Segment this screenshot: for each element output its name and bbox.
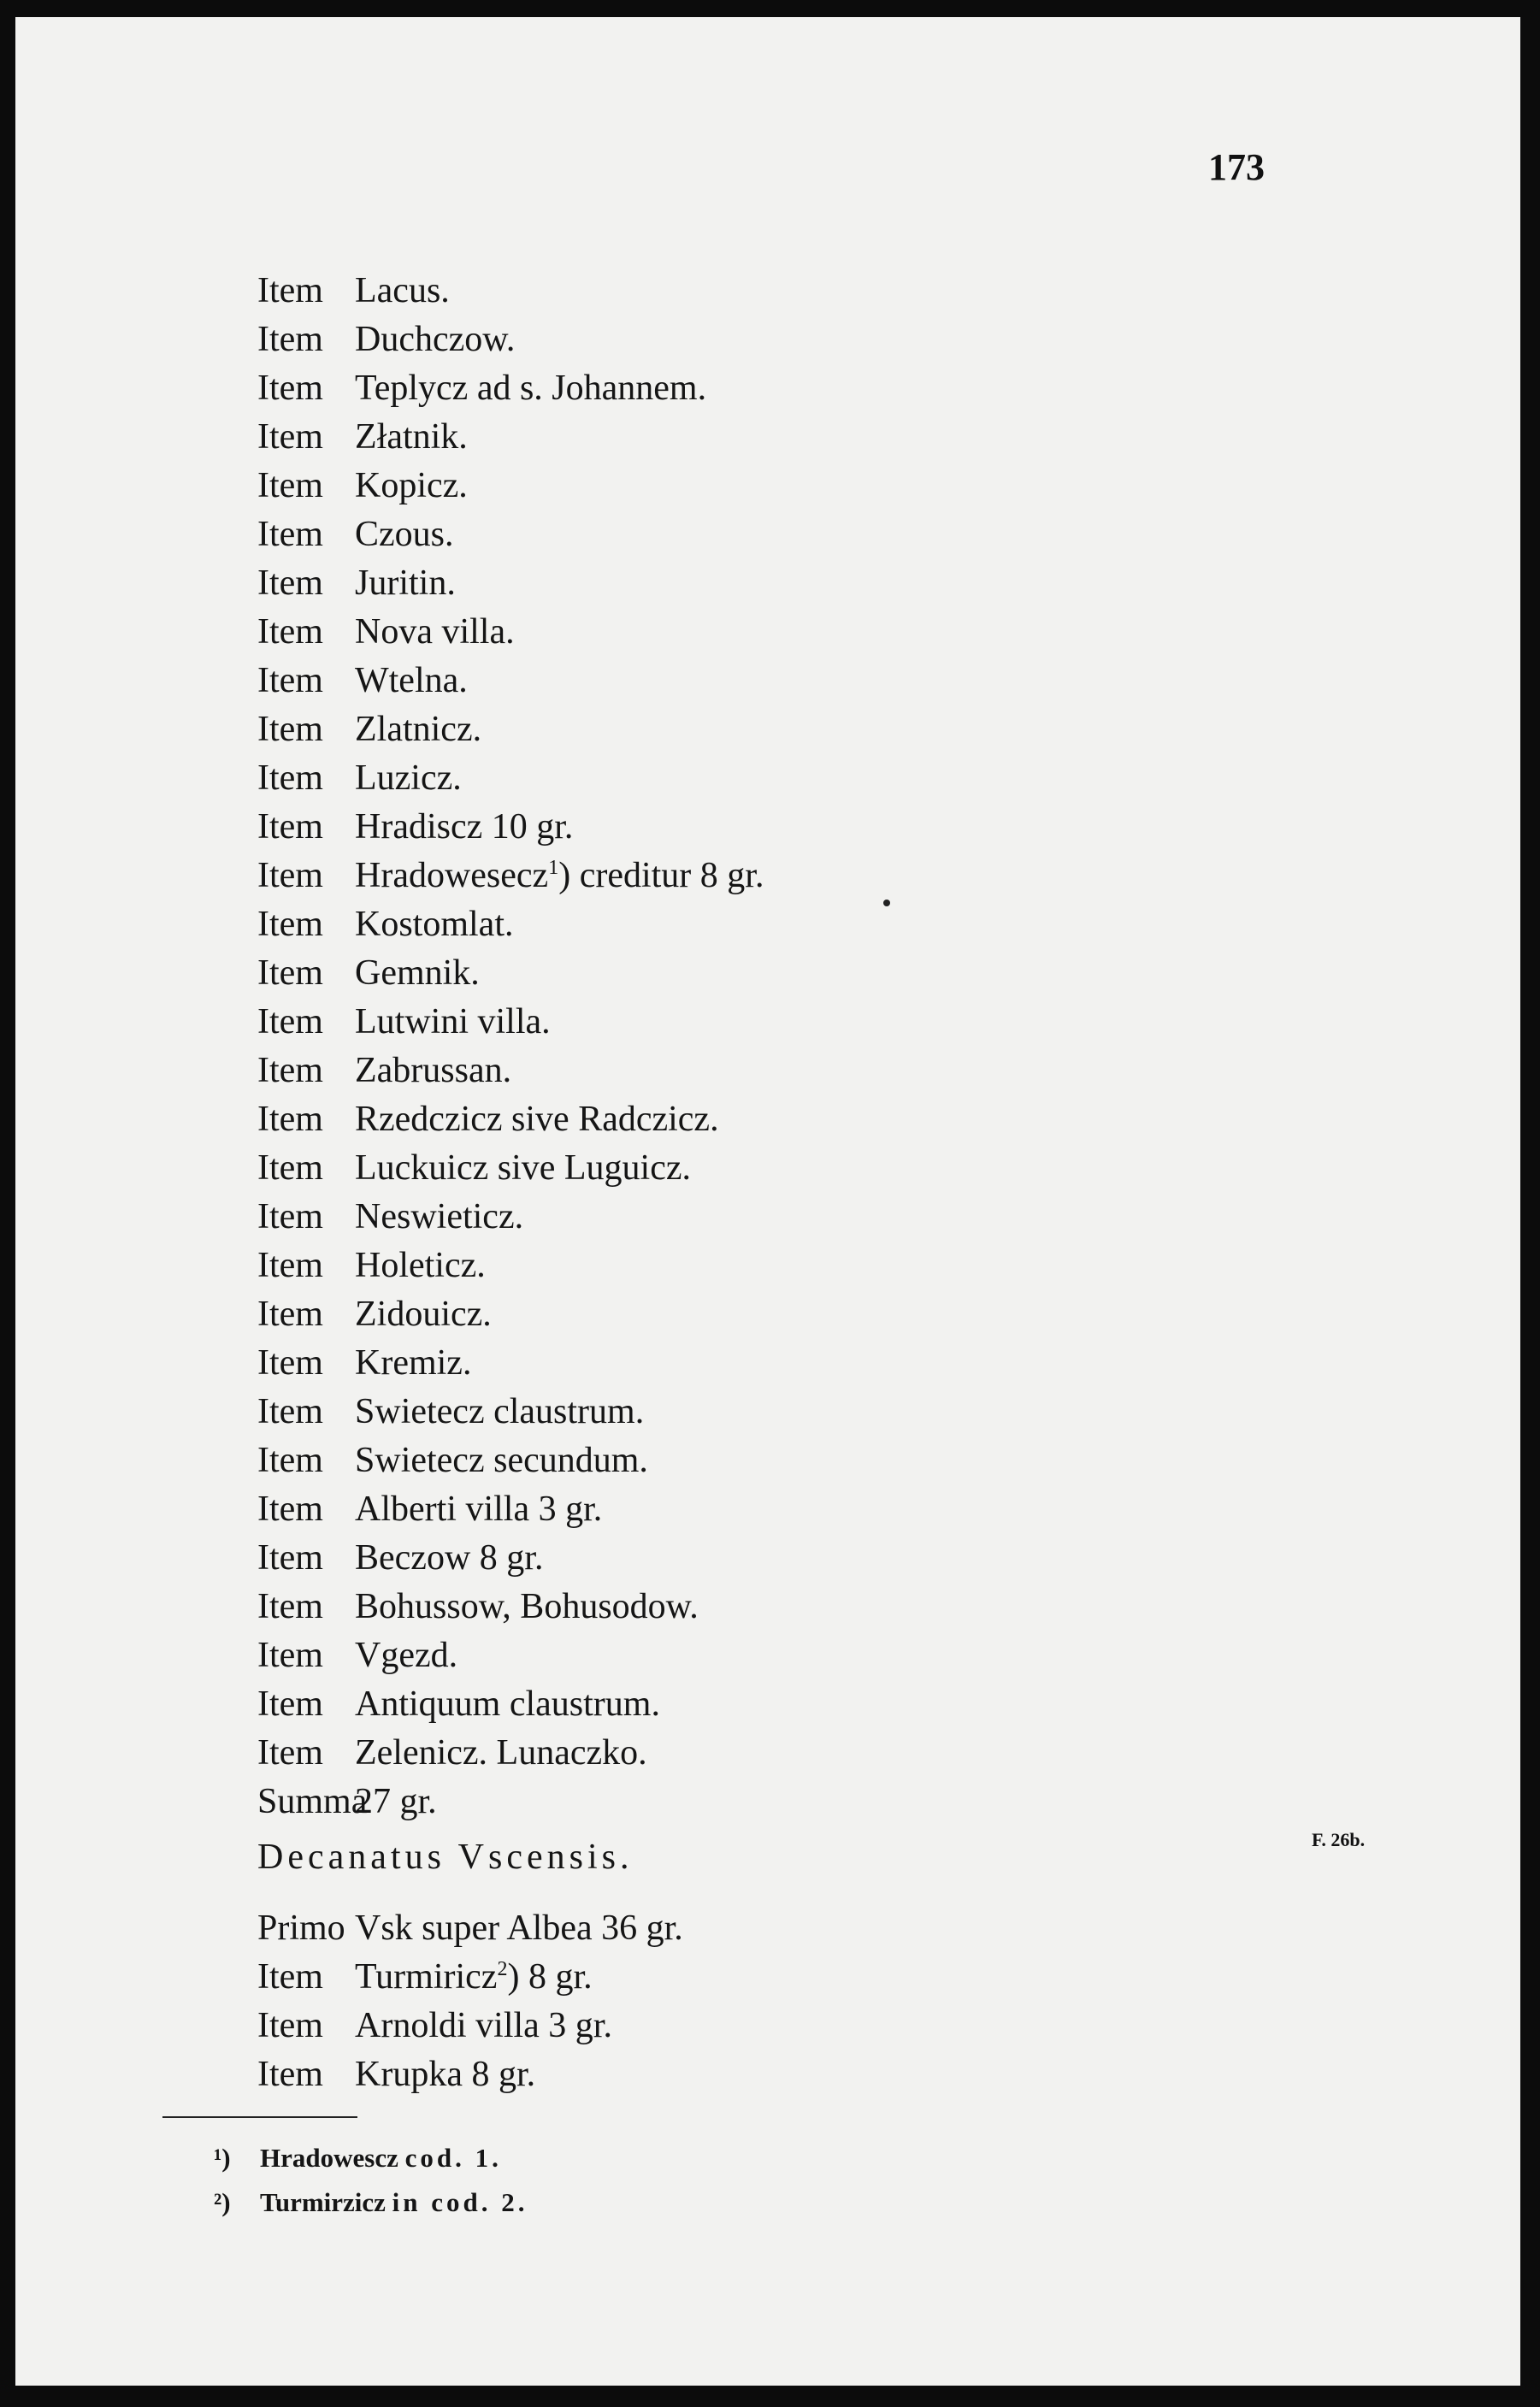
entry-keyword: Item [257, 1002, 323, 1041]
entry-text: Luzicz. [355, 758, 462, 798]
entry-text: Hradowesecz [355, 856, 549, 895]
entry-text: Neswieticz. [355, 1197, 524, 1236]
entry-keyword: Item [257, 710, 323, 749]
footnote [214, 2180, 528, 2225]
footnote-source: in cod. 2. [392, 2187, 528, 2217]
entry-keyword: Item [257, 1636, 323, 1675]
entry-text: Kopicz. [355, 466, 468, 505]
footnote-mark: ²) [214, 2187, 231, 2217]
entry-keyword: Summa [257, 1782, 368, 1821]
entry-text: Zlatnicz. [355, 710, 482, 749]
list-item [257, 2002, 683, 2050]
list-item [257, 316, 764, 364]
entry-keyword: Item [257, 2055, 323, 2094]
entry-keyword: Item [257, 807, 323, 847]
entry-text: Lutwini villa. [355, 1002, 551, 1041]
entry-keyword: Item [257, 515, 323, 554]
page-number: 173 [1208, 146, 1265, 188]
list-item [257, 1680, 764, 1729]
list-item [257, 608, 764, 657]
list-item [257, 657, 764, 705]
footnote-mark: ¹) [214, 2143, 231, 2173]
list-item [257, 1953, 683, 2002]
list-item [257, 1242, 764, 1290]
entry-text: Czous. [355, 515, 454, 554]
entry-text: Vgezd. [355, 1636, 458, 1675]
list-item [257, 705, 764, 754]
entry-keyword: Item [257, 1051, 323, 1090]
entry-keyword: Item [257, 466, 323, 505]
list-item [257, 1095, 764, 1144]
footnote-reference: 1 [548, 857, 559, 879]
footnote-source: cod. 1. [404, 2143, 502, 2173]
footnote-list [214, 2136, 528, 2225]
entry-text: Beczow 8 gr. [355, 1538, 544, 1578]
entry-keyword: Item [257, 856, 323, 895]
list-item [257, 413, 764, 462]
entry-keyword: Item [257, 612, 323, 652]
list-item [257, 949, 764, 998]
entry-keyword: Item [257, 1587, 323, 1626]
entry-text: Kostomlat. [355, 905, 514, 944]
list-item [257, 754, 764, 803]
entry-text: Lacus. [355, 271, 450, 310]
ink-speck [883, 900, 890, 906]
entry-keyword: Item [257, 2006, 323, 2045]
entry-keyword: Item [257, 1100, 323, 1139]
entry-keyword: Item [257, 1343, 323, 1383]
entry-keyword: Item [257, 1441, 323, 1480]
entry-keyword: Item [257, 1490, 323, 1529]
entry-text: Swietecz claustrum. [355, 1392, 645, 1431]
entry-keyword: Item [257, 1733, 323, 1773]
entry-text: Duchczow. [355, 320, 516, 359]
margin-reference: F. 26b. [1312, 1829, 1366, 1850]
entry-keyword: Item [257, 563, 323, 603]
entry-text: Hradiscz 10 gr. [355, 807, 574, 847]
entry-text: 27 gr. [355, 1782, 437, 1821]
list-item [257, 2050, 683, 2099]
list-item [257, 1631, 764, 1680]
list-item [257, 559, 764, 608]
entry-keyword: Primo [257, 1908, 345, 1948]
list-item [257, 1047, 764, 1095]
entry-keyword: Item [257, 758, 323, 798]
list-item [257, 1290, 764, 1339]
entry-list [257, 267, 764, 1826]
entry-keyword: Item [257, 1148, 323, 1188]
entry-keyword: Item [257, 1538, 323, 1578]
entry-list-2 [257, 1904, 683, 2099]
list-item [257, 998, 764, 1047]
list-item [257, 1904, 683, 1953]
entry-text: Zidouicz. [355, 1295, 492, 1334]
footnote-text: Turmirzicz [260, 2187, 392, 2217]
list-item [257, 1729, 764, 1778]
entry-text: Rzedczicz sive Radczicz. [355, 1100, 719, 1139]
list-item [257, 803, 764, 852]
entry-keyword: Item [257, 417, 323, 457]
entry-text: Zelenicz. Lunaczko. [355, 1733, 647, 1773]
list-item [257, 852, 764, 900]
list-item [257, 1193, 764, 1242]
entry-keyword: Item [257, 661, 323, 700]
list-item [257, 1583, 764, 1631]
list-item [257, 900, 764, 949]
list-item [257, 462, 764, 510]
list-item [257, 1485, 764, 1534]
entry-text: Gemnik. [355, 953, 480, 993]
entry-text-continued: ) 8 gr. [507, 1957, 593, 1997]
list-item [257, 1144, 764, 1193]
entry-text: Holeticz. [355, 1246, 486, 1285]
entry-text: Teplycz ad s. Johannem. [355, 369, 707, 408]
entry-text: Turmiricz [355, 1957, 498, 1997]
entry-text: Vsk super Albea 36 gr. [355, 1908, 683, 1948]
entry-keyword: Item [257, 1295, 323, 1334]
entry-text: Krupka 8 gr. [355, 2055, 536, 2094]
entry-text: Bohussow, Bohusodow. [355, 1587, 699, 1626]
entry-text: Swietecz secundum. [355, 1441, 648, 1480]
entry-text: Zabrussan. [355, 1051, 512, 1090]
entry-text: Złatnik. [355, 417, 468, 457]
section-title: Decanatus Vscensis. [257, 1838, 634, 1877]
list-item [257, 1534, 764, 1583]
entry-keyword: Item [257, 1197, 323, 1236]
entry-keyword: Item [257, 1957, 323, 1997]
footnote-divider [162, 2116, 357, 2118]
list-item [257, 267, 764, 316]
entry-keyword: Item [257, 1684, 323, 1724]
entry-text: Nova villa. [355, 612, 515, 652]
list-item [257, 1388, 764, 1437]
entry-keyword: Item [257, 1246, 323, 1285]
entry-text: Juritin. [355, 563, 456, 603]
entry-keyword: Item [257, 320, 323, 359]
entry-keyword: Item [257, 271, 323, 310]
list-item [257, 364, 764, 413]
book-page [15, 17, 1520, 2386]
footnote-reference: 2 [497, 1958, 508, 1980]
entry-keyword: Item [257, 905, 323, 944]
list-item [257, 1339, 764, 1388]
list-item [257, 1778, 764, 1826]
entry-text: Antiquum claustrum. [355, 1684, 660, 1724]
entry-text: Luckuicz sive Luguicz. [355, 1148, 692, 1188]
entry-keyword: Item [257, 1392, 323, 1431]
entry-text: Kremiz. [355, 1343, 472, 1383]
entry-keyword: Item [257, 369, 323, 408]
entry-keyword: Item [257, 953, 323, 993]
entry-text: Alberti villa 3 gr. [355, 1490, 603, 1529]
entry-text: Arnoldi villa 3 gr. [355, 2006, 612, 2045]
entry-text-continued: ) creditur 8 gr. [558, 856, 764, 895]
list-item [257, 510, 764, 559]
list-item [257, 1437, 764, 1485]
entry-text: Wtelna. [355, 661, 468, 700]
footnote [214, 2136, 528, 2180]
footnote-text: Hradowescz [260, 2143, 405, 2173]
